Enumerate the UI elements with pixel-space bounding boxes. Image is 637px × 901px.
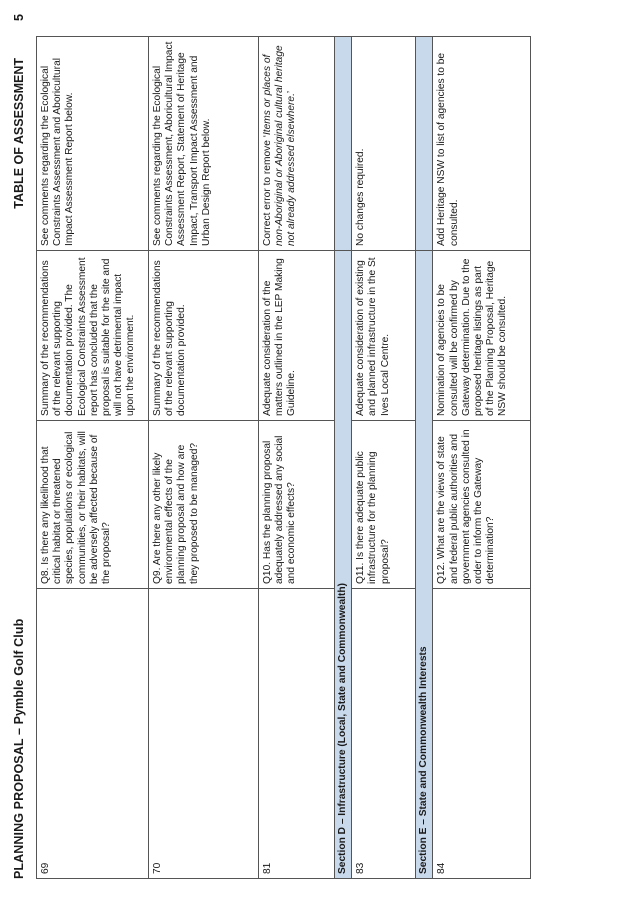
response-cell: Adequate consideration of existing and planned infrastructure in the St Ives Local Centre. (352, 251, 416, 421)
section-blank-cell (335, 37, 352, 251)
section-e-heading: Section E – State and Commonwealth Interests (416, 251, 433, 879)
comment-italic-text: Items or places of non-Aboriginal or Aboriginal cultural heritage not already addressed elsewhere. (262, 45, 298, 246)
row-number: 83 (352, 589, 416, 879)
response-cell: Summary of the recommendations of the relevant supporting documentation provided. (149, 251, 259, 421)
question-cell: Q11. Is there adequate public infrastructure for the planning proposal? (352, 421, 416, 589)
comment-text: Correct error to remove ‘ (262, 135, 273, 246)
comment-cell: See comments regarding the Ecological Constraints Assessment, Aboricultural Impact Assessment Report, Statement of Heritage Impact, Transport Impact Assessment and Urban Design Report below. (149, 37, 259, 251)
document-title: PLANNING PROPOSAL – Pymble Golf Club (12, 618, 26, 879)
row-number: 84 (433, 589, 531, 879)
row-number: 70 (149, 589, 259, 879)
section-header-row (416, 37, 433, 879)
comment-end-quote: ’ (286, 90, 298, 94)
question-cell: Q9. Are there any other likely environmental effects of the planning proposal and how are they proposed to be managed? (149, 421, 259, 589)
section-d-heading: Section D – Infrastructure (Local, State and Commonwealth) (335, 251, 352, 879)
assessment-table (36, 36, 531, 879)
row-number: 69 (37, 589, 149, 879)
comment-cell (259, 37, 335, 251)
response-cell: Summary of the recommendations of the relevant supporting documentation provided. The Ecological Constraints Assessment report has concluded that the proposal is suitable for the site and will not have detrimental impact upon the environment. (37, 251, 149, 421)
table-row (352, 37, 416, 879)
response-cell: Adequate consideration of the matters outlined in the LEP Making Guideline. (259, 251, 335, 421)
response-cell: Nomination of agencies to be consulted will be confirmed by Gateway determination. Due to the proposed heritage listings as part of the Planning Proposal, Heritage NSW should be consulted. (433, 251, 531, 421)
page-number: 5 (12, 14, 26, 21)
section-blank-cell (416, 37, 433, 251)
table-row (259, 37, 335, 879)
comment-cell: Add Heritage NSW to list of agencies to be consulted. (433, 37, 531, 251)
comment-cell: No changes required. (352, 37, 416, 251)
section-header-row (335, 37, 352, 879)
section-heading: TABLE OF ASSESSMENT (12, 58, 26, 209)
comment-cell: See comments regarding the Ecological Constraints Assessment and Aboricultural Impact Assessment Report below. (37, 37, 149, 251)
table-row (37, 37, 149, 879)
table-row (433, 37, 531, 879)
table-row (149, 37, 259, 879)
row-number: 81 (259, 589, 335, 879)
question-cell: Q8. Is there any likelihood that critical habitat or threatened species, populations or ecological communities, or their habitats, will be adversely affected because of the proposal? (37, 421, 149, 589)
question-cell: Q10. Has the planning proposal adequately addressed any social and economic effects? (259, 421, 335, 589)
question-cell: Q12. What are the views of state and federal public authorities and government agencies consulted in order to inform the Gateway determination? (433, 421, 531, 589)
